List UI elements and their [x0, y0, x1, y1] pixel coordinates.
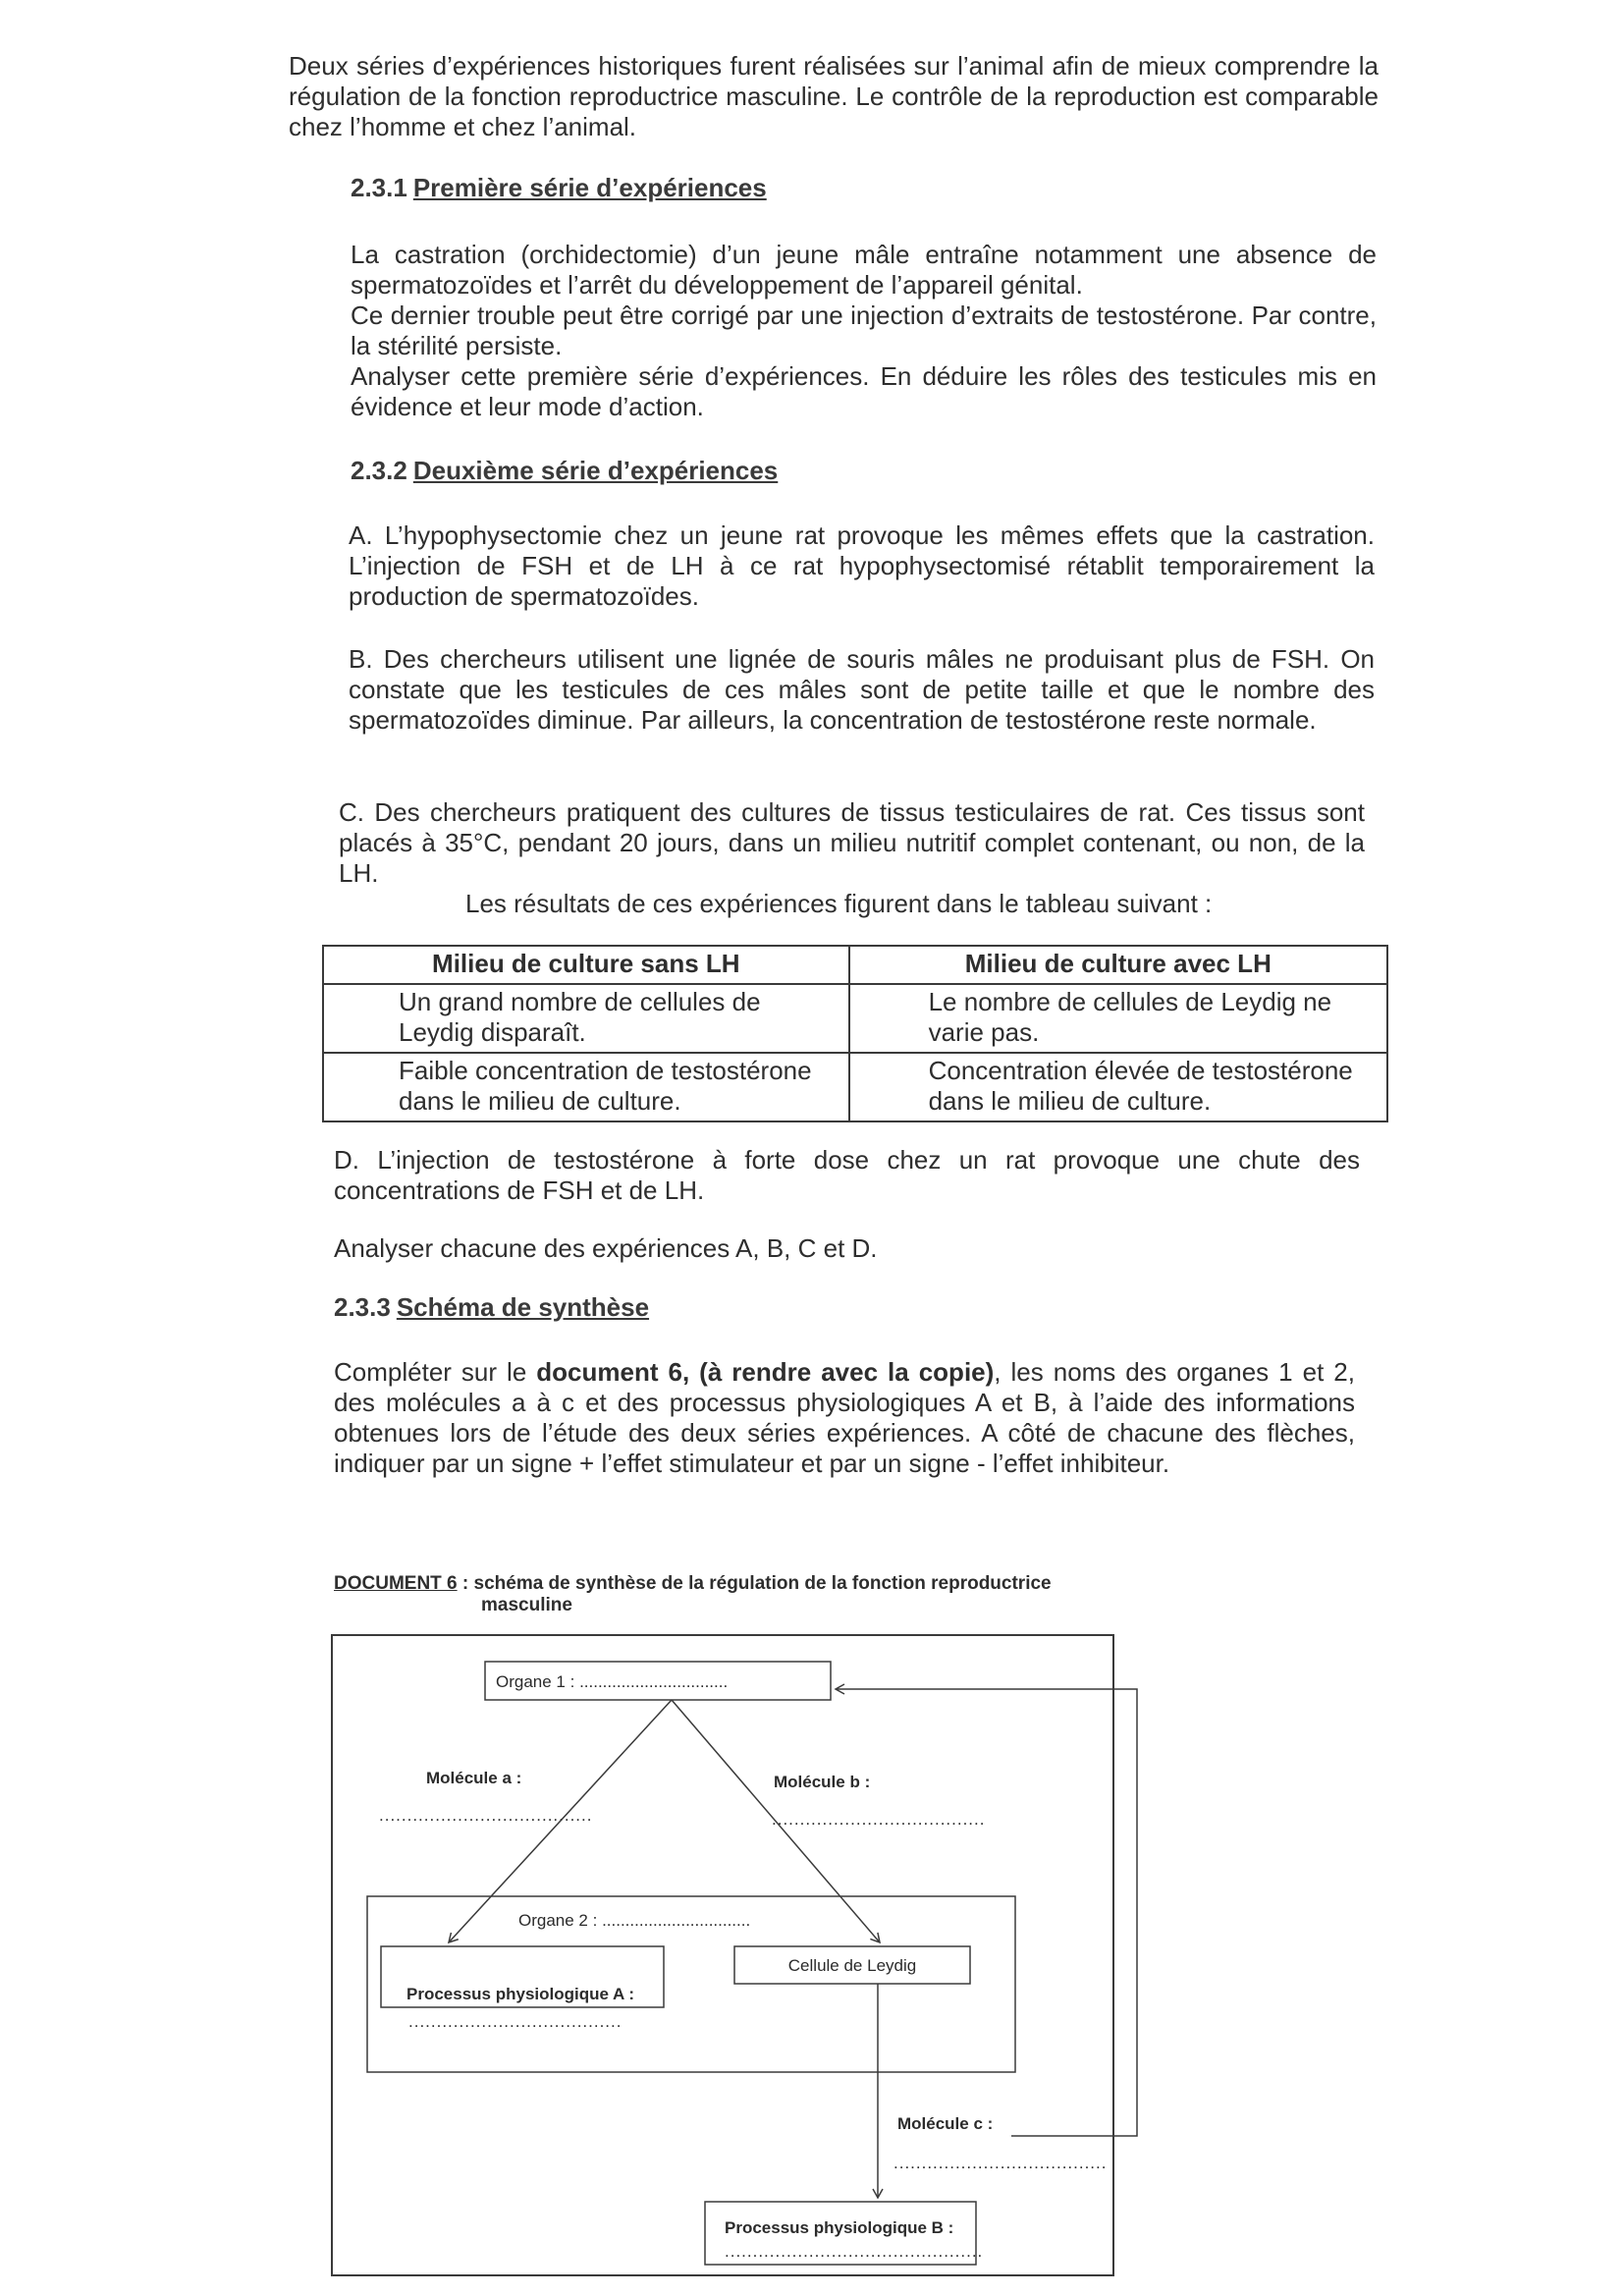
table-header-cell: Milieu de culture avec LH: [849, 946, 1387, 984]
results-intro: Les résultats de ces expériences figurent dans le tableau suivant :: [465, 889, 1213, 918]
processus-b-label: Processus physiologique B :: [725, 2218, 954, 2237]
instruction-text: , les noms des organes 1 et 2, des molécules a à c et des processus physiologiques A et B, à l’aide des informations obtenues lors de l’étude des deux séries expériences. A côté de chacune des flèches, indiquer par un signe + l’effet stimulateur et par un signe - l’effet inhibiteur.: [334, 1357, 1355, 1478]
processus-b-answer-line: ..............................................: [725, 2242, 984, 2261]
s231-paragraph-1: La castration (orchidectomie) d’un jeune mâle entraîne notamment une absence de spermatozoïdes et l’arrêt du développement de l’appareil génital.: [351, 240, 1377, 300]
s231-paragraph-3: Analyser cette première série d’expériences. En déduire les rôles des testicules mis en évidence et leur mode d’action.: [351, 361, 1377, 421]
analyse-instruction: Analyser chacune des expériences A, B, C et D.: [334, 1233, 878, 1263]
feedback-arrow: [836, 1689, 1137, 2136]
section-number: 2.3.3: [334, 1292, 391, 1322]
document-title-text: masculine: [481, 1595, 572, 1615]
experience-c: C. Des chercheurs pratiquent des cultures de tissus testiculaires de rat. Ces tissus sont placés à 35°C, pendant 20 jours, dans un milieu nutritif complet contenant, ou non, de la LH.: [339, 797, 1365, 888]
molecule-b-answer-line: ......................................: [772, 1810, 986, 1829]
molecule-c-answer-line: ......................................: [893, 2154, 1108, 2172]
instruction-bold: document 6, (à rendre avec la copie): [536, 1357, 995, 1387]
molecule-c-label: Molécule c :: [897, 2114, 994, 2133]
s231-paragraph-2: Ce dernier trouble peut être corrigé par une injection d’extraits de testostérone. Par contre, la stérilité persiste.: [351, 301, 1377, 360]
organe-1-label: Organe 1 : ................................: [496, 1672, 729, 1691]
table-cell: Faible concentration de testostérone dans le milieu de culture.: [323, 1053, 849, 1121]
leydig-label: Cellule de Leydig: [787, 1956, 917, 1975]
molecule-a-answer-line: ......................................: [379, 1806, 593, 1825]
table-cell: Concentration élevée de testostérone dans le milieu de culture.: [849, 1053, 1387, 1121]
section-title: Deuxième série d’expériences: [412, 456, 779, 485]
table-cell: Le nombre de cellules de Leydig ne varie pas.: [849, 984, 1387, 1053]
intro-paragraph: Deux séries d’expériences historiques furent réalisées sur l’animal afin de mieux comprendre la régulation de la fonction reproductrice masculine. Le contrôle de la reproduction est comparable chez l’homme et chez l’animal.: [289, 51, 1379, 141]
diagram-frame: [332, 1635, 1113, 2275]
experience-d: D. L’injection de testostérone à forte dose chez un rat provoque une chute des concentrations de FSH et de LH.: [334, 1145, 1360, 1205]
molecule-b-label: Molécule b :: [774, 1773, 871, 1791]
processus-a-label: Processus physiologique A :: [406, 1985, 635, 2003]
processus-a-answer-line: ......................................: [408, 2012, 623, 2031]
organe-2-label: Organe 2 : ................................: [518, 1911, 751, 1930]
section-number: 2.3.2: [351, 456, 407, 485]
table-header-cell: Milieu de culture sans LH: [323, 946, 849, 984]
experience-a: A. L’hypophysectomie chez un jeune rat provoque les mêmes effets que la castration. L’injection de FSH et de LH à ce rat hypophysectomisé rétablit temporairement la production de spermatozoïdes.: [349, 520, 1375, 611]
section-title: Schéma de synthèse: [396, 1292, 650, 1322]
section-number: 2.3.1: [351, 173, 407, 202]
experience-b: B. Des chercheurs utilisent une lignée de souris mâles ne produisant plus de FSH. On constate que les testicules de ces mâles sont de petite taille et que le nombre des spermatozoïdes diminue. Par ailleurs, la concentration de testostérone reste normale.: [349, 644, 1375, 735]
table-cell: Un grand nombre de cellules de Leydig disparaît.: [323, 984, 849, 1053]
section-title: Première série d’expériences: [412, 173, 767, 202]
molecule-a-label: Molécule a :: [426, 1769, 522, 1787]
document-label: DOCUMENT 6: [334, 1573, 458, 1594]
document-title-text: : schéma de synthèse de la régulation de la fonction reproductrice: [457, 1573, 1052, 1594]
instruction-text: Compléter sur le: [334, 1357, 537, 1387]
